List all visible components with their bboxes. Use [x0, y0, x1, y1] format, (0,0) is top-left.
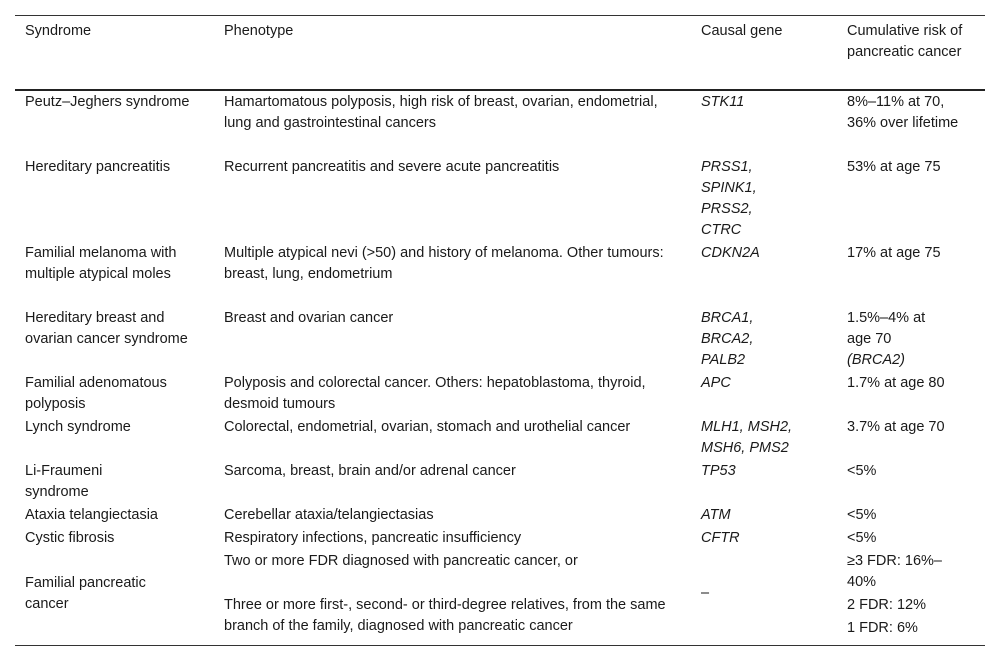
row-3-phenotype: Breast and ovarian cancer: [224, 310, 394, 326]
row-7-phenotype: Cerebellar ataxia/telangiectasias: [224, 507, 434, 523]
familial-syndrome: Familial pancreatic cancer: [25, 575, 146, 612]
familial-risk-1: ≥3 FDR: 16%–40%: [847, 553, 942, 590]
row-1-risk: 53% at age 75: [847, 159, 941, 175]
header-syndrome: Syndrome: [25, 23, 92, 39]
header-gene: Causal gene: [701, 23, 783, 39]
row-3-risk: 1.5%–4% at age 70: [847, 310, 926, 347]
familial-phenotype-1: Two or more FDR diagnosed with pancreatic cancer, or: [224, 553, 578, 569]
row-0-syndrome: Peutz–Jeghers syndrome: [25, 94, 190, 110]
row-5-syndrome: Lynch syndrome: [25, 419, 131, 435]
row-1-gene: PRSS1, SPINK1, PRSS2, CTRC: [701, 159, 757, 238]
row-8-gene: CFTR: [701, 530, 740, 546]
row-7-risk: <5%: [847, 507, 877, 523]
header-rule: [15, 89, 985, 91]
familial-phenotype-2: Three or more first-, second- or third-degree relatives, from the same branch of the family, diagnosed with pancreatic cancer: [224, 597, 666, 634]
row-6-gene: TP53: [701, 463, 736, 479]
row-3-syndrome: Hereditary breast and ovarian cancer syndrome: [25, 310, 188, 347]
row-7-gene: ATM: [701, 507, 731, 523]
row-4-phenotype: Polyposis and colorectal cancer. Others: hepatoblastoma, thyroid, desmoid tumours: [224, 375, 646, 412]
familial-risk-2: 2 FDR: 12%: [847, 597, 926, 613]
row-2-gene: CDKN2A: [701, 245, 760, 261]
row-3-gene: BRCA1, BRCA2, PALB2: [701, 310, 754, 368]
row-8-risk: <5%: [847, 530, 877, 546]
familial-risk-3: 1 FDR: 6%: [847, 620, 918, 636]
row-8-phenotype: Respiratory infections, pancreatic insufficiency: [224, 530, 522, 546]
row-5-phenotype: Colorectal, endometrial, ovarian, stomach and urothelial cancer: [224, 419, 631, 435]
row-8-syndrome: Cystic fibrosis: [25, 530, 115, 546]
row-3-risk-block: [847, 308, 947, 371]
row-2-syndrome: Familial melanoma with multiple atypical moles: [25, 245, 177, 282]
table-bottom-rule: [15, 645, 985, 646]
familial-gene: –: [701, 585, 710, 601]
row-1-phenotype: Recurrent pancreatitis and severe acute pancreatitis: [224, 159, 560, 175]
row-6-risk: <5%: [847, 463, 877, 479]
row-4-gene: APC: [701, 375, 731, 391]
row-0-phenotype: Hamartomatous polyposis, high risk of breast, ovarian, endometrial, lung and gastrointestinal cancers: [224, 94, 658, 131]
header-risk: Cumulative risk of pancreatic cancer: [847, 23, 963, 60]
row-1-syndrome: Hereditary pancreatitis: [25, 159, 171, 175]
row-3-risk-note: (BRCA2): [847, 352, 906, 368]
row-6-phenotype: Sarcoma, breast, brain and/or adrenal cancer: [224, 463, 516, 479]
row-5-gene: MLH1, MSH2, MSH6, PMS2: [701, 419, 793, 456]
row-4-syndrome: Familial adenomatous polyposis: [25, 375, 167, 412]
header-phenotype: Phenotype: [224, 23, 294, 39]
row-7-syndrome: Ataxia telangiectasia: [25, 507, 158, 523]
table-top-rule: [15, 15, 985, 16]
row-0-gene: STK11: [701, 94, 745, 110]
row-6-syndrome: Li-Fraumeni syndrome: [25, 463, 103, 500]
row-0-risk: 8%–11% at 70, 36% over lifetime: [847, 94, 959, 131]
row-2-risk: 17% at age 75: [847, 245, 941, 261]
row-5-risk: 3.7% at age 70: [847, 419, 945, 435]
row-2-phenotype: Multiple atypical nevi (>50) and history of melanoma. Other tumours: breast, lung, endometrium: [224, 245, 664, 282]
row-4-risk: 1.7% at age 80: [847, 375, 945, 391]
